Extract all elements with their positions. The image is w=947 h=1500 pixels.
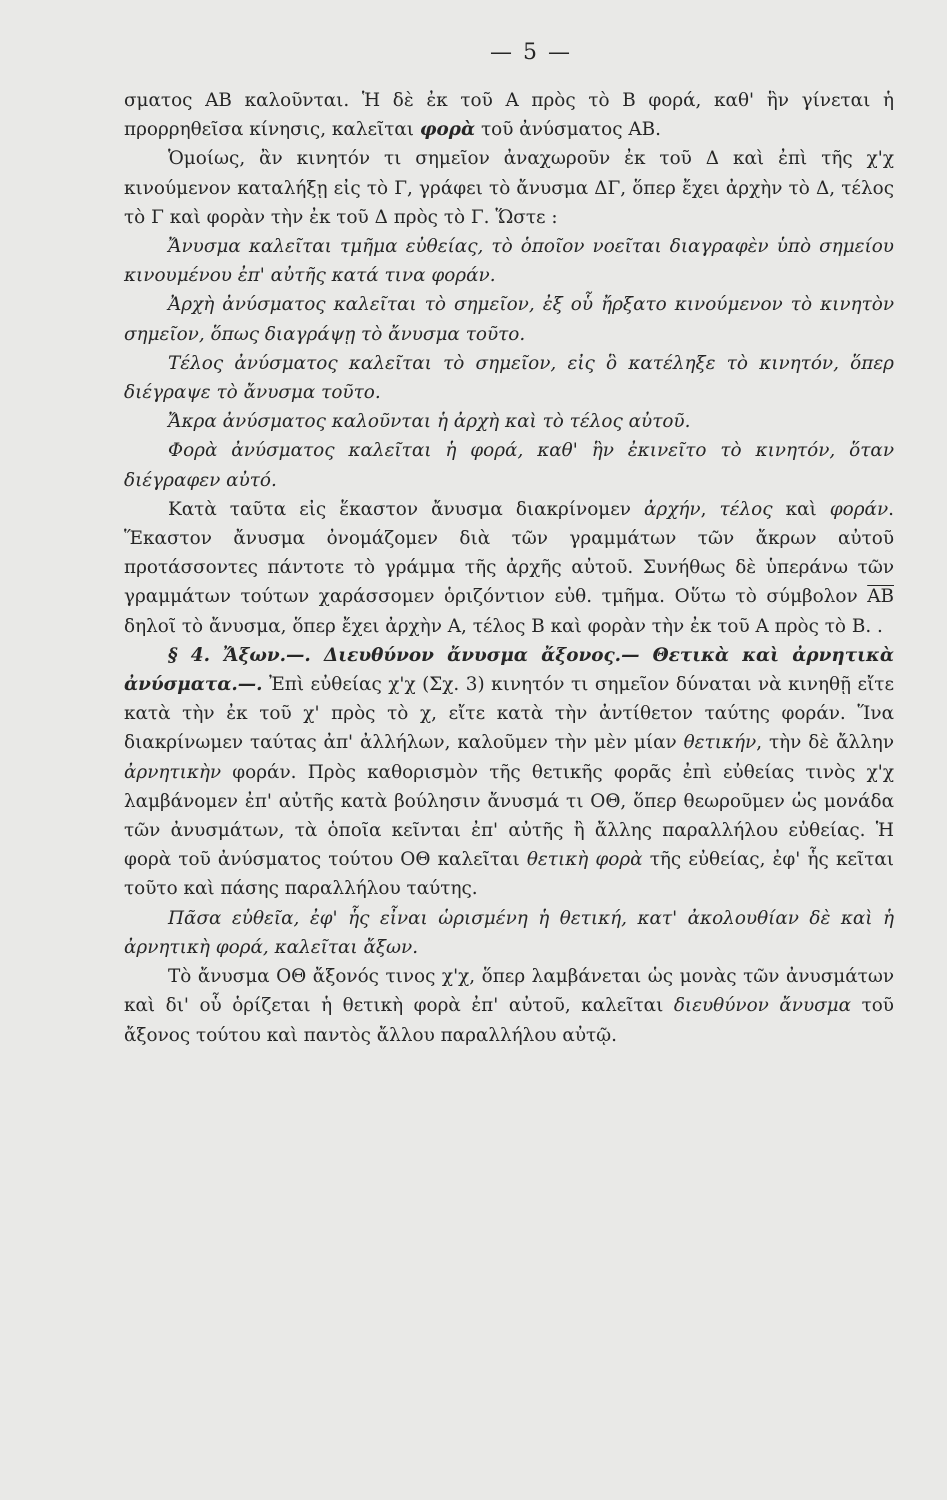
- term-thetiki-fora: θετικὴ φορὰ: [526, 849, 643, 871]
- text-run: Κατὰ ταῦτα εἰς ἕκαστον ἄνυσμα διακρίνομεν: [168, 498, 644, 520]
- text-run: δηλοῖ τὸ ἄνυσμα, ὅπερ ἔχει ἀρχὴν Α, τέλος Β καὶ φορὰν τὴν ἐκ τοῦ Α πρὸς τὸ Β. .: [124, 615, 883, 637]
- paragraph-section-4: [124, 641, 894, 904]
- paragraph-closing: [124, 962, 894, 1050]
- text-run: τοῦ ἀνύσματος ΑΒ.: [475, 119, 662, 141]
- term-fora: φοράν: [829, 498, 889, 520]
- text-run: ,: [700, 498, 720, 520]
- text-run: φοράν. Πρὸς καθορισμὸν τῆς θετικῆς φορᾶς ἐπὶ εὐθείας τινὸς χ'χ λαμβάνομεν ἐπ' αὐτῆς κατὰ βούλησιν ἄνυσμά τι ΟΘ, ὅπερ θεωροῦμεν ὡς μονάδα τῶν ἀνυσμάτων, τὰ ὁποῖα κεῖνται ἐπ' αὐτῆς ἢ ἄλλης παραλλήλου εὐθείας. Ἡ φορὰ τοῦ ἀνύσματος τούτου ΟΘ καλεῖται: [124, 761, 894, 871]
- paragraph-intro-1: [124, 86, 894, 144]
- text-run: Τὸ ἄνυσμα ΟΘ ἄξονός τινος χ'χ, ὅπερ λαμβάνεται ὡς μονὰς τῶν ἀνυσμάτων καὶ δι' οὗ ὁρίζεται ἡ θετικὴ φορὰ ἐπ' αὐτοῦ, καλεῖται: [124, 966, 894, 1017]
- section-heading: § 4. Ἄξων.—. Διευθύνον ἄνυσμα ἄξονος.— Θετικὰ καὶ ἀρνητικὰ ἀνύσματα.—.: [124, 644, 894, 696]
- definition-arche: Ἀρχὴ ἀνύσματος καλεῖται τὸ σημεῖον, ἐξ οὗ ἤρξατο κινούμενον τὸ κινητὸν σημεῖον, ὅπως διαγράψῃ τὸ ἄνυσμα τοῦτο.: [124, 294, 894, 345]
- term-fora: φορὰ: [419, 119, 476, 141]
- text-run: Ἐπὶ εὐθείας χ'χ (Σχ. 3) κινητόν τι σημεῖον δύναται νὰ κινηθῇ εἴτε κατὰ τὴν ἐκ τοῦ χ' πρὸς τὸ χ, εἴτε κατὰ τὴν ἀντίθετον ταύτης φοράν. Ἵνα διακρίνωμεν ταύτας ἀπ' ἀλλήλων, καλοῦμεν τὴν μὲν μίαν: [124, 674, 894, 754]
- definition-anysma: Ἄνυσμα καλεῖται τμῆμα εὐθείας, τὸ ὁποῖον νοεῖται διαγραφὲν ὑπὸ σημείου κινουμένου ἐπ' αὐτῆς κατά τινα φοράν.: [124, 236, 894, 287]
- paragraph-naming: [124, 495, 894, 641]
- page-number: — 5 —: [490, 40, 572, 65]
- term-dieuthynon-anysma: διευθύνον ἄνυσμα: [673, 995, 852, 1017]
- vector-symbol: $\overline{AB}$: [867, 586, 894, 608]
- body-text: [124, 86, 894, 1050]
- definition-telos: Τέλος ἀνύσματος καλεῖται τὸ σημεῖον, εἰς ὃ κατέληξε τὸ κινητόν, ὅπερ διέγραψε τὸ ἄνυσμα τοῦτο.: [124, 352, 894, 404]
- term-thetiki: θετικήν: [683, 732, 757, 754]
- term-arche: ἀρχήν: [644, 498, 701, 520]
- text-run: σματος ΑΒ καλοῦνται. Ἡ δὲ ἐκ τοῦ Α πρὸς τὸ Β φορά, καθ' ἣν γίνεται ἡ προρρηθεῖσα κίνησις, καλεῖται: [124, 90, 894, 141]
- text-run: τῆς εὐθείας, ἐφ' ἧς κεῖται τοῦτο καὶ πάσης παραλλήλου ταύτης.: [124, 849, 894, 900]
- paragraph-intro-2: Ὁμοίως, ἂν κινητόν τι σημεῖον ἀναχωροῦν ἐκ τοῦ Δ καὶ ἐπὶ τῆς χ'χ κινούμενον καταλήξῃ εἰς τὸ Γ, γράφει τὸ ἄνυσμα ΔΓ, ὅπερ ἔχει ἀρχὴν τὸ Δ, τέλος τὸ Γ καὶ φορὰν τὴν ἐκ τοῦ Δ πρὸς τὸ Γ. Ὥστε :: [124, 148, 894, 228]
- text-run: , τὴν δὲ ἄλλην: [756, 732, 894, 754]
- term-telos: τέλος: [719, 498, 773, 520]
- term-arnitiki: ἀρνητικὴν: [124, 761, 222, 783]
- text-run: καὶ: [772, 498, 830, 520]
- definition-akra: Ἄκρα ἀνύσματος καλοῦνται ἡ ἀρχὴ καὶ τὸ τέλος αὐτοῦ.: [168, 411, 691, 433]
- definition-axon: Πᾶσα εὐθεῖα, ἐφ' ἧς εἶναι ὡρισμένη ἡ θετική, κατ' ἀκολουθίαν δὲ καὶ ἡ ἀρνητικὴ φορά, καλεῖται ἄξων.: [124, 907, 894, 958]
- definition-fora: Φορὰ ἀνύσματος καλεῖται ἡ φορά, καθ' ἣν ἐκινεῖτο τὸ κινητόν, ὅταν διέγραφεν αὐτό.: [124, 440, 894, 491]
- text-run: . Ἕκαστον ἄνυσμα ὀνομάζομεν διὰ τῶν γραμμάτων τῶν ἄκρων αὐτοῦ προτάσσοντες πάντοτε τὸ γράμμα τῆς ἀρχῆς αὐτοῦ. Συνήθως δὲ ὑπεράνω τῶν γραμμάτων τούτων χαράσσομεν ὁριζόντιον εὐθ. τμῆμα. Οὕτω τὸ σύμβολον: [124, 498, 894, 608]
- text-run: τοῦ ἄξονος τούτου καὶ παντὸς ἄλλου παραλλήλου αὐτῷ.: [124, 995, 894, 1046]
